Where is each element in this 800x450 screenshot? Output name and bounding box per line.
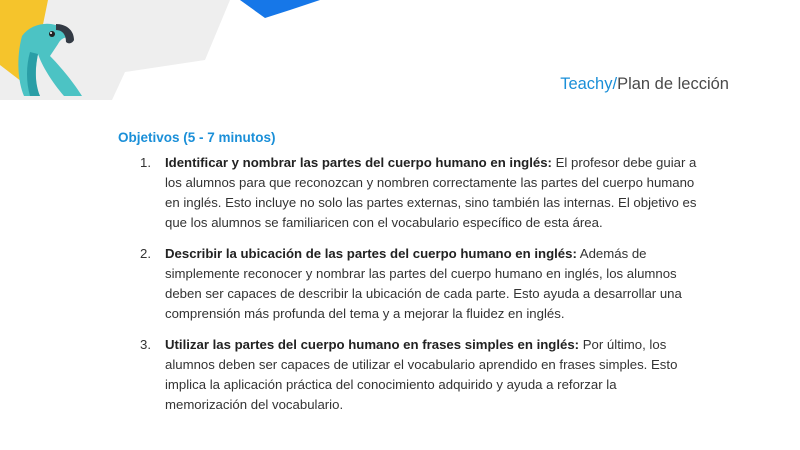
objective-body: [165, 153, 700, 233]
objective-title: Identificar y nombrar las partes del cuerpo humano en inglés:: [165, 155, 552, 170]
brand-name: Teachy: [560, 75, 613, 93]
objective-item: [140, 244, 700, 324]
objective-body: [165, 335, 700, 415]
objective-number: 2.: [140, 246, 151, 261]
objective-title: Describir la ubicación de las partes del cuerpo humano en inglés:: [165, 246, 577, 261]
objective-text: Además de simplemente reconocer y nombrar las partes del cuerpo humano en inglés, los alumnos deben ser capaces de describir la ubicación de cada parte. Esto ayuda a desarrollar una comprensión más profunda del tema y a mejorar la fluidez en inglés.: [165, 246, 682, 321]
objective-text: Por último, los alumnos deben ser capaces de utilizar el vocabulario aprendido en frases simples. Esto implica la aplicación práctica del conocimiento adquirido y ayuda a reforzar la memorización del vocabulario.: [165, 337, 678, 412]
objective-text: El profesor debe guiar a los alumnos para que reconozcan y nombren correctamente las partes del cuerpo humano en inglés. Esto incluye no solo las partes externas, sino también las internas. El objetivo es que los alumnos se familiaricen con el vocabulario específico de esta área.: [165, 155, 697, 230]
objectives-list: [140, 153, 700, 426]
objective-item: [140, 335, 700, 415]
objective-title: Utilizar las partes del cuerpo humano en frases simples en inglés:: [165, 337, 580, 352]
header-decoration: [0, 0, 340, 100]
page-name: Plan de lección: [617, 75, 729, 93]
objective-number: 3.: [140, 337, 151, 352]
objective-number: 1.: [140, 155, 151, 170]
section-heading: Objetivos (5 - 7 minutos): [118, 130, 276, 145]
header-title: [560, 75, 729, 94]
blue-shape: [240, 0, 320, 18]
objective-item: [140, 153, 700, 233]
title-separator: /: [612, 75, 618, 93]
objective-body: [165, 244, 700, 324]
